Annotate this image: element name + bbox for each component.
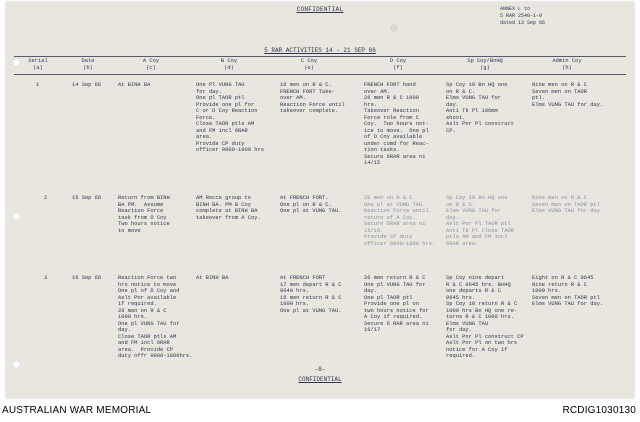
column-header-b-coy: [196, 58, 262, 72]
cell-admin-coy: Eight on R & C 0645 Nine return R & C 1000 hrs. Seven men on TAOR ptl Elms VUNG TAU for day.: [532, 275, 604, 307]
column-letter: (f): [393, 65, 403, 71]
cell-c-coy: At FRENCH FORT. One pl on R & C. One pl at VUNG TAU.: [280, 195, 342, 214]
cell-admin-coy: Nine men on R & C Seven men on TAOR ptl. Elms VUNG TAU for day.: [532, 82, 604, 108]
column-letter: (e): [304, 65, 314, 71]
cell-serial: 1: [36, 82, 40, 88]
column-name: Sp Coy/BnHQ: [467, 58, 503, 64]
column-header-date: [68, 58, 108, 72]
cell-sp-coy: Sp Coy nine depart R & C 0645 hrs. BnHQ one departs R & C 0645 hrs. Sp Coy 10 return R & C 1000 hrs Bn HQ one re- turns R & C 1000 hrs. Elms VUNG TAU for day. Aslt Pnr Pl construct CP Aslt Pnr Pl on two hrs notice for A Coy if required.: [446, 275, 524, 359]
cell-b-coy: At BINH BA: [196, 275, 229, 281]
cell-sp-coy: Sp Coy 10 Bn HQ one on R & C. Elms VUNG TAU for day. Anti Tk Pl 106mm shoot. Aslt Pnr Pl construct CP.: [446, 82, 514, 134]
column-letter: (g): [480, 65, 490, 71]
cell-admin-coy: Nine men on R & C Seven men on TAOR ptl Elms VUNG TAU for day: [532, 195, 600, 214]
page-number: -8-: [314, 366, 326, 373]
annex-reference: [500, 6, 620, 27]
cell-date: 14 Sep 66: [72, 82, 102, 88]
cell-serial: 3: [44, 275, 48, 281]
punch-hole: [12, 212, 21, 221]
column-header-c-coy: [274, 58, 344, 72]
cell-a-coy: Reaction Force two hrs notice to move One pl of D Coy and Aslt Pnr available if required. 26 men on R & C 1000 hrs. One pl VUNG TAU for day. Close TAOR ptls AM and FM incl 6RAR area. Provide CP duty offr 0800-1800hrs.: [118, 275, 193, 359]
column-header-admin-coy: [530, 58, 604, 72]
document-page: [6, 2, 634, 398]
header-rule-bottom: [14, 74, 626, 75]
cell-a-coy: At BINH BA: [118, 82, 151, 88]
cell-date: 15 Sep 66: [72, 195, 102, 201]
column-letter: (h): [562, 65, 572, 71]
column-header-d-coy: [360, 58, 436, 72]
column-name: A Coy: [142, 58, 160, 64]
column-name: C Coy: [300, 58, 318, 64]
column-letter: (b): [83, 65, 93, 71]
cell-serial: 2: [44, 195, 48, 201]
document-subtitle: 5 RAR ACTIVITIES 14 - 21 SEP 66: [264, 47, 376, 54]
cell-d-coy: 26 men return R & C One pl VUNG TAU for day. One pl TAOR ptl Provide one pl on two hours notice for A Coy if required. Secure 6 RAR area ni 16/17: [364, 275, 429, 333]
annex-line: dated 13 Sep 66: [500, 20, 546, 26]
cell-d-coy: 26 men on R & C. One pl at VUNG TAU. Reaction Force until return of A Coy. Secure 6RAR area ni 15/16. Provide CP duty officer 0800-1800 hrs.: [364, 195, 436, 247]
cell-sp-coy: Sp Coy 10 Bn HQ one on R & C. Elms VUNG TAU for day. Aslt Pnr Pl TAOR ptl Anti Tk Pl close TAOR ptls AM and FM incl 6RAR area.: [446, 195, 514, 247]
column-letter: (a): [33, 65, 43, 71]
column-name: Serial: [28, 58, 48, 64]
column-name: Date: [81, 58, 95, 64]
classification-header: CONFIDENTIAL: [296, 6, 344, 13]
annex-line: 5 RAR 2540-1-9: [500, 13, 543, 19]
classification-footer: CONFIDENTIAL: [298, 376, 342, 383]
annex-line: ANNEX L to: [500, 6, 531, 12]
cell-c-coy: 16 men on R & C. FRENCH FORT Take- over AM. Reaction Force until takeover complete.: [280, 82, 345, 114]
column-letter: (c): [146, 65, 156, 71]
column-header-a-coy: [118, 58, 184, 72]
column-name: Admin Coy: [552, 58, 582, 64]
cell-b-coy: One Pl VUNG TAU for day. One pl TAOR ptl Provide one pl for C or D Coy Reaction Force. Close TAOR ptls AM and FM incl 6RAR area. Provide CP duty officer 0800-1800 hrs: [196, 82, 264, 153]
cell-c-coy: At FRENCH FORT 17 men depart R & C 0640 hrs. 16 men return R & C 1000 hrs. One pl at VUNG TAU.: [280, 275, 342, 314]
cell-date: 16 Sep 66: [72, 275, 102, 281]
column-letter: (d): [224, 65, 234, 71]
column-name: B Coy: [220, 58, 238, 64]
archive-caption-right: RCDIG1030130: [562, 405, 636, 416]
cell-a-coy: Return from BINH BA PM. Assume Reaction Force task from D Coy Two hours notice to move: [118, 195, 170, 234]
paper-stain: [390, 24, 398, 32]
header-rule-top: [14, 56, 626, 57]
cell-b-coy: AM Recce group to BINH BA. PM B Coy complete at BINH BA takeover from A Coy.: [196, 195, 261, 221]
column-header-sp-coy: [444, 58, 526, 72]
column-name: D Coy: [389, 58, 407, 64]
archive-caption-left: AUSTRALIAN WAR MEMORIAL: [2, 405, 152, 416]
column-header-serial: [20, 58, 56, 72]
cell-d-coy: FRENCH FORT hand over AM. 26 men R & C 1000 hrs. Takeover Reaction Force role from C Coy. Two hours not- ice to move. One pl of D Coy available under comd for Reac- tion tasks. Secure 6RAR area ni 14/15: [364, 82, 429, 166]
